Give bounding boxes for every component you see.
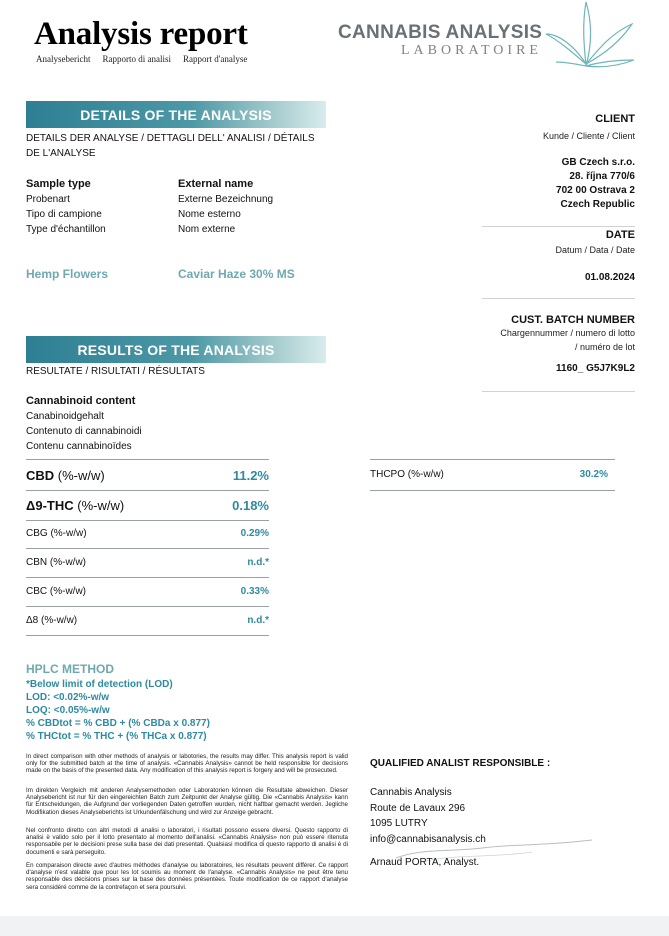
hplc-line: % THCtot = % THC + (% THCa x 0.877)	[26, 731, 207, 742]
qualified-line: info@cannabisanalysis.ch	[370, 833, 486, 845]
result-label: THCPO (%-w/w)	[370, 469, 444, 480]
row-rule	[26, 548, 269, 549]
result-label: Δ8 (%-w/w)	[26, 615, 78, 626]
disclaimer-en: In direct comparison with other methods of analysis or labotories, the results may differ. This analysis report is valid only for the submitted batch at the time of analysis. «Cannabis Analysis» cannot be held responsible for decisions made on the basis of the presented data. Any modification of this analysis report is forgery and will be prosecuted.	[26, 753, 348, 775]
qualified-line: Cannabis Analysis	[370, 787, 452, 798]
result-row-thc	[26, 498, 269, 513]
hplc-line: LOD: <0.02%-w/w	[26, 692, 110, 703]
qualified-line: 1095 LUTRY	[370, 818, 428, 829]
result-value: 0.18%	[232, 498, 269, 513]
date-translations: Datum / Data / Date	[555, 245, 635, 255]
result-row-cbc	[26, 586, 269, 597]
external-name-label: External name	[178, 178, 254, 190]
disclaimer-de: Im direkten Vergleich mit anderen Analysemethoden oder Laboratorien können die Resultate abweichen. Dieser Analysebericht ist nur für den eingereichten Batch zum Zeitpunkt der Analyse gültig. Die «Cannabis Analysis» kann für Entscheidungen, die Aufgrund der vorliegenden Daten getroffen wurden, nicht haftbar gemacht werden. Jegliche Modifikation dieses Analyseberichts ist Urkundenfälschung und wird zur Anzeige gebracht.	[26, 787, 348, 816]
hplc-line: % CBDtot = % CBD + (% CBDa x 0.877)	[26, 718, 210, 729]
brand-subtitle: LABORATOIRE	[401, 43, 542, 58]
external-name-value: Caviar Haze 30% MS	[178, 267, 295, 281]
disclaimer-it: Nel confronto diretto con altri metodi di analisi o laboratori, i risultati possono essere diversi. Questo rapporto di analisi è valido solo per il lotto presentato al momento dell'analisi. «Cannabis Analysis» non può essere ritenuta responsabile per le decisioni prese sulla base dei dati presentati. Qualsiasi modifica di questo rapporto di analisi è di documenti e sarà perseguito.	[26, 827, 348, 856]
result-label: CBN (%-w/w)	[26, 557, 87, 568]
hplc-method-block	[26, 662, 210, 743]
subtitle-it: Rapporto di analisi	[102, 54, 171, 64]
row-rule	[26, 606, 269, 607]
subtitle-de: Analysebericht	[36, 54, 91, 64]
hplc-line: *Below limit of detection (LOD)	[26, 679, 173, 690]
result-row-cbd	[26, 468, 269, 483]
hplc-title: HPLC METHOD	[26, 662, 114, 676]
date-value: 01.08.2024	[584, 272, 635, 283]
client-address-line: Czech Republic	[560, 199, 635, 210]
result-label: CBD (%-w/w)	[26, 468, 105, 483]
brand-name: CANNABIS ANALYSIS	[338, 22, 543, 43]
batch-translations: Chargennummer / numero di lotto	[500, 328, 635, 338]
row-rule	[26, 635, 269, 636]
cannabinoid-fr: Contenu cannabinoïdes	[26, 441, 132, 452]
row-rule	[26, 490, 269, 491]
cannabinoid-block	[26, 394, 142, 454]
result-row-d8	[26, 615, 269, 626]
result-value: 30.2%	[579, 469, 608, 480]
client-address-line: 28. října 770/6	[569, 171, 635, 182]
report-title: Analysis report	[34, 16, 248, 52]
external-name-block	[178, 177, 273, 237]
sample-type-it: Tipo di campione	[26, 209, 102, 220]
results-multilingual: RESULTATE / RISULTATI / RÉSULTATS	[26, 366, 205, 377]
row-rule	[26, 577, 269, 578]
result-value: 0.29%	[240, 528, 269, 539]
client-address	[556, 156, 635, 212]
result-row-thcpo	[370, 469, 608, 480]
cannabis-leaf-logo-icon	[546, 0, 638, 70]
result-value: n.d.*	[247, 615, 269, 626]
row-rule	[370, 490, 615, 491]
date-heading: DATE	[605, 229, 635, 241]
sample-type-block	[26, 177, 106, 237]
row-rule	[26, 520, 269, 521]
divider	[482, 298, 635, 299]
client-heading: CLIENT	[595, 113, 635, 125]
qualified-line: Route de Lavaux 296	[370, 802, 466, 814]
hplc-line: LOQ: <0.05%-w/w	[26, 705, 110, 716]
result-value: n.d.*	[247, 557, 269, 568]
sample-type-value: Hemp Flowers	[26, 267, 109, 281]
batch-heading: CUST. BATCH NUMBER	[511, 314, 635, 326]
sample-type-fr: Type d'échantillon	[26, 224, 106, 235]
cannabinoid-de: Canabinoidgehalt	[26, 411, 104, 422]
result-row-cbg	[26, 528, 269, 539]
client-address-line: 702 00 Ostrava 2	[556, 185, 635, 196]
divider	[482, 391, 635, 392]
external-name-de: Externe Bezeichnung	[178, 194, 274, 205]
result-label: CBG (%-w/w)	[26, 528, 87, 539]
page-bottom-strip	[0, 916, 669, 936]
batch-translations-2: / numéro de lot	[574, 342, 635, 352]
result-label: Δ9-THC (%-w/w)	[26, 498, 125, 513]
report-subtitles	[36, 54, 247, 64]
result-value: 11.2%	[232, 468, 269, 483]
result-row-cbn	[26, 557, 269, 568]
cannabinoid-title: Cannabinoid content	[26, 395, 136, 407]
external-name-fr: Nom externe	[178, 224, 236, 235]
sample-type-de: Probenart	[26, 194, 70, 205]
analyst-name: Arnaud PORTA, Analyst.	[370, 857, 480, 868]
cannabinoid-it: Contenuto di cannabinoidi	[26, 426, 142, 437]
sample-type-label: Sample type	[26, 178, 91, 190]
client-translations: Kunde / Cliente / Client	[542, 131, 635, 141]
result-value: 0.33%	[240, 586, 269, 597]
client-address-line: GB Czech s.r.o.	[561, 157, 635, 168]
qualified-title: QUALIFIED ANALIST RESPONSIBLE :	[370, 758, 551, 769]
subtitle-fr: Rapport d'analyse	[182, 54, 248, 64]
result-label: CBC (%-w/w)	[26, 586, 87, 597]
external-name-it: Nome esterno	[178, 209, 241, 220]
batch-value: 1160_ G5J7K9L2	[556, 363, 635, 374]
table-top-rule	[26, 459, 269, 460]
disclaimer-fr: En comparaison directe avec d'autres méthodes d'analyse ou laboratoires, les résultats peuvent différer. Ce rapport d'analyse n'est valable que pour les lot soumis au moment de l'analyse. «Cannabis Analysis» ne peut être tenu responsable des décisions prises sur la base des données présentées. Toute modification de ce rapport d'analyse sera considéré comme de la contrefaçon et sera poursuivi.	[26, 862, 348, 891]
details-multilingual: DETAILS DER ANALYSE / DETTAGLI DELL' ANALISI / DÉTAILS DE L'ANALYSE	[26, 133, 315, 159]
divider	[482, 226, 635, 227]
results-banner: RESULTS OF THE ANALYSIS	[26, 336, 326, 363]
table-top-rule-right	[370, 459, 615, 460]
details-banner: DETAILS OF THE ANALYSIS	[26, 101, 326, 128]
